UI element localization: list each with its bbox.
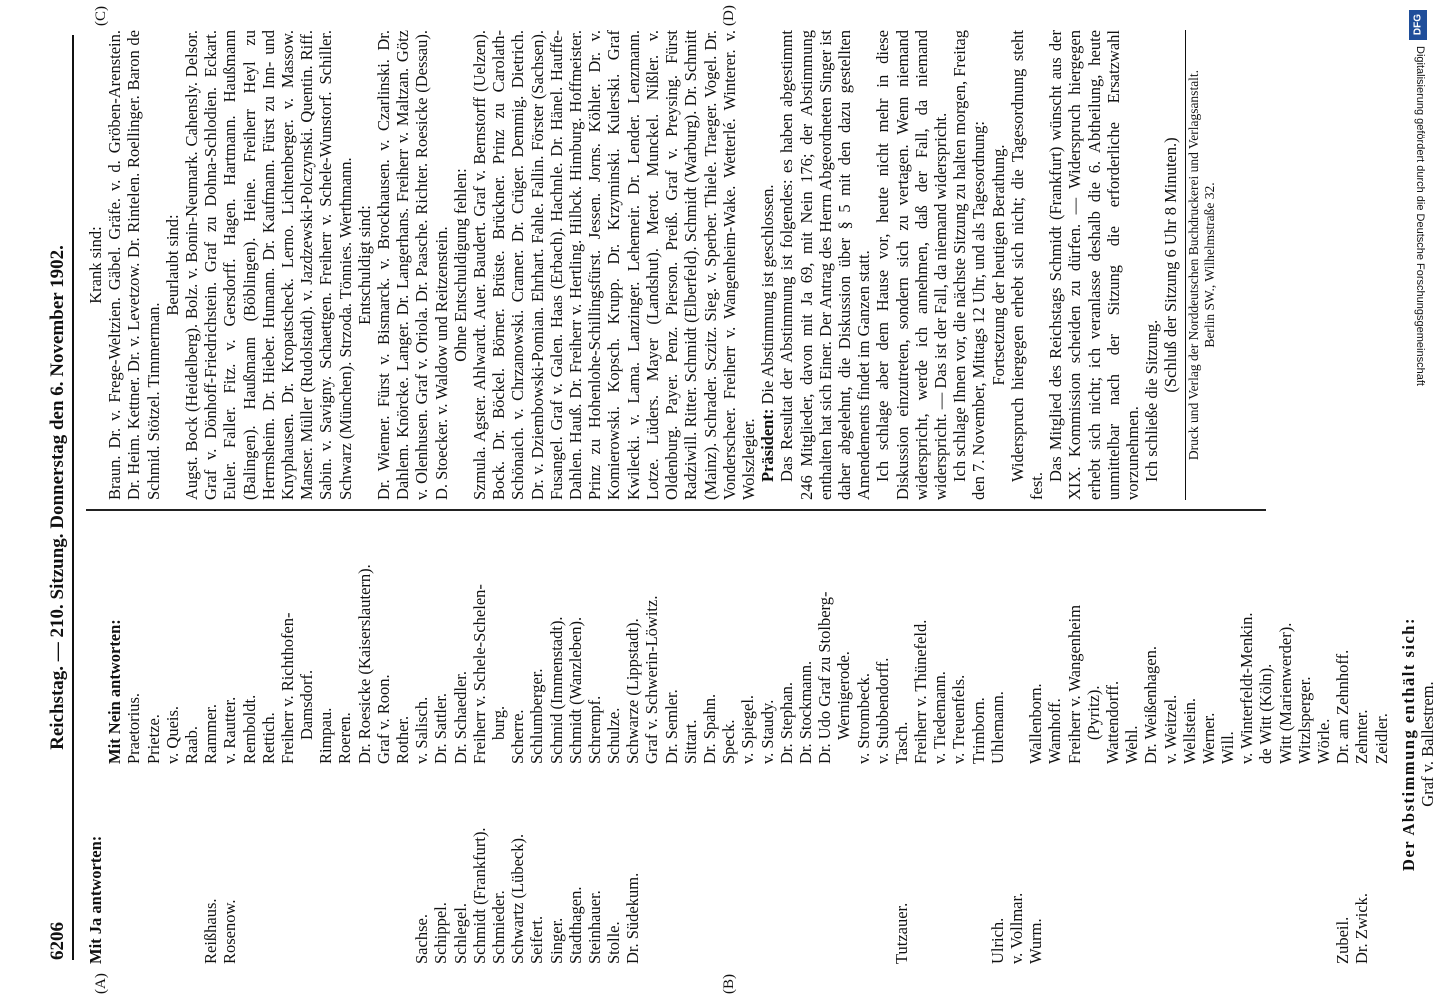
- name-column-nein: Rettich.: [258, 712, 278, 764]
- name-column-nein: Tasch.: [891, 721, 911, 764]
- vote-row: [393, 524, 412, 964]
- name-column-nein: Schmidt (Wanzleben).: [565, 616, 585, 764]
- name-column-nein: v. Weitzel.: [1160, 694, 1180, 764]
- name-column-nein: Dr. Weißenhagen.: [1141, 646, 1161, 764]
- name-column-nein: Witt (Marienwerder).: [1275, 622, 1295, 764]
- name-column-nein: Freiherr v. Richthofen-: [277, 612, 297, 764]
- name-column-nein: v. Staudy.: [757, 699, 777, 764]
- margin-letter-d: (D): [721, 5, 737, 26]
- vote-row: [240, 524, 259, 964]
- name-column-ja: Seifert.: [527, 915, 547, 964]
- page-number: 6206: [47, 922, 68, 960]
- name-column-nein: Dr. Stockmann.: [795, 660, 815, 764]
- name-column-nein: de Witt (Köln).: [1256, 663, 1276, 764]
- vote-row: [1352, 524, 1371, 964]
- name-column-ja: Stadthagen.: [565, 886, 585, 964]
- name-column-nein: Schmid (Immenstadt).: [546, 616, 566, 764]
- vote-row: [585, 524, 604, 964]
- vote-row: [873, 524, 892, 964]
- vote-list: [86, 524, 1391, 964]
- name-column-nein: Witzlsperger.: [1294, 676, 1314, 764]
- dfg-credit-sidebar: [1406, 6, 1432, 996]
- name-column-nein: Dr. Udo Graf zu Stolberg-: [815, 591, 835, 764]
- vote-row: [1372, 524, 1391, 964]
- vote-row: [777, 524, 796, 964]
- name-column-nein: Scherre.: [508, 709, 528, 764]
- vote-row: [201, 524, 220, 964]
- vote-row: [988, 524, 1007, 964]
- name-column-ja: Dr. Südekum.: [623, 872, 643, 964]
- name-column-nein: v. Winterfeldt-Menkin.: [1237, 612, 1257, 764]
- margin-letter-a: (A): [93, 973, 109, 994]
- name-column-nein: Graf v. Roon.: [373, 674, 393, 764]
- section-heading: Ohne Entschuldigung fehlen:: [450, 168, 470, 362]
- section-text: Dr. Wiemer. Fürst v. Bismarck. v. Brockhausen. v. Czarlinski. Dr. Dahlem. Knörcke. Langer. Dr. Langerhans. Freiherr v. Maltzan. Götz v. Olenhusen. Graf v. Oriola. Dr. Paasche. Richter. Roesicke (Dessau). D. Stoecker. v. Waldow und Reitzenstein.: [374, 30, 451, 500]
- name-column-ja: Sachse.: [412, 914, 432, 964]
- name-column-ja: Dr. Zwick.: [1352, 892, 1372, 964]
- name-column-ja: Zubeil.: [1333, 916, 1353, 964]
- name-column-nein: v. Treuenfels.: [949, 674, 969, 764]
- name-column-nein: Uhlemann.: [987, 691, 1007, 764]
- vote-row: [1333, 524, 1352, 964]
- vote-row: [297, 524, 316, 964]
- name-column-nein: Dr. Spahn.: [700, 693, 719, 764]
- name-column-nein: Rammer.: [201, 703, 221, 764]
- vote-row: [527, 524, 546, 964]
- name-column-nein: Zeidler.: [1371, 713, 1391, 764]
- name-column-nein: Werner.: [1198, 712, 1218, 764]
- name-column-nein: v. Strombeck.: [853, 672, 873, 764]
- name-column-ja: Tutzauer.: [891, 902, 911, 964]
- vote-row: [1256, 524, 1275, 964]
- paragraph: Ich schlage aber dem Hause vor, heute nicht mehr in diese Diskussion einzutreten, sondern sich zu vertagen. Wenn niemand widerspricht, werde ich annehmen, daß der Fall, da niemand widerspricht. — Das ist der Fall, da niemand widerspricht.: [873, 30, 950, 500]
- vote-row: [642, 524, 661, 964]
- running-title: Reichstag. — 210. Sitzung. Donnerstag den 6. November 1902.: [47, 245, 68, 750]
- column-divider: [86, 509, 1266, 511]
- name-column-nein: v. Spiegel.: [738, 694, 758, 764]
- vote-row: [1180, 524, 1199, 964]
- name-column-ja: Schlegel.: [450, 903, 470, 964]
- vote-heading: Mit Nein antworten:: [105, 619, 125, 764]
- vote-row: [623, 524, 642, 964]
- paragraph: Ich schließe die Sitzung.: [1142, 319, 1162, 482]
- vote-row: [105, 524, 124, 964]
- vote-row: [470, 524, 489, 964]
- name-column-nein: Rimpau.: [316, 707, 336, 764]
- vote-row: [316, 524, 335, 964]
- name-column-nein: v. Rautter.: [220, 696, 240, 764]
- vote-row: [681, 524, 700, 964]
- vote-row: [796, 524, 815, 964]
- paragraph: Das Mitglied des Reichstags Schmidt (Frankfurt) wünscht aus der XIX. Kommission scheiden zu dürfen. — Widerspruch hiergegen erhebt sich nicht; ich veranlasse deshalb die 6. Abtheilung, heute unmittelbar nach der Sitzung die erforderliche Ersatzwahl vorzunehmen.: [1046, 30, 1142, 500]
- vote-row: [949, 524, 968, 964]
- name-column-nein: Graf v. Schwerin-Löwitz.: [642, 595, 662, 764]
- vote-row: [86, 524, 105, 964]
- vote-row: [163, 524, 182, 964]
- name-column-nein: Wamhoff.: [1045, 698, 1065, 764]
- name-continuation: burg.: [488, 705, 508, 740]
- name-continuation: Wernigerode.: [834, 651, 854, 740]
- name-column-nein: Praetorius.: [124, 692, 144, 764]
- name-column-nein: Wörle.: [1314, 718, 1333, 764]
- right-column: [86, 30, 1218, 500]
- section-text: Augst. Bock (Heidelberg). Bolz. v. Bonin-Neumark. Cahensly. Delsor. Graf v. Dönhoff-Friedrichstein. Graf zu Dohna-Schlodien. Eckart. Euler. Faller. Fitz. v. Gersdorff. Hagen. Hartmann. Haußmann (Balingen). Haußmann (Böblingen). Heine. Freiherr Heyl zu Herrnsheim. Dr. Hieber. Humann. Dr. Kaufmann. Fürst zu Inn- und Knyphausen. Dr. Kropatscheck. Lerno. Lichtenberger. v. Massow. Manser. Müller (Rudolstadt). v. Jazdzewski-Polczynski. Quentin. Riff. Sabin. v. Savigny. Schaettgen. Freiherr v. Schele-Wunstorf. Schiller. Schwarz (München). Strzoda. Tönnies. Werthmann.: [182, 30, 355, 500]
- name-column-ja: Schmieder.: [488, 890, 508, 964]
- vote-row: [412, 524, 431, 964]
- paragraph: Präsident: Die Abstimmung ist geschlossen.: [758, 184, 778, 482]
- name-column-nein: v. Stubbendorff.: [872, 657, 892, 764]
- vote-row: [892, 524, 911, 964]
- vote-row: [335, 524, 354, 964]
- name-column-nein: Dr. Semler.: [661, 689, 681, 764]
- vote-row: [259, 524, 278, 964]
- name-column-nein: Dr. Sattler.: [431, 692, 451, 764]
- vote-row: [355, 524, 374, 964]
- vote-row: [374, 524, 393, 964]
- vote-row: [547, 524, 566, 964]
- name-column-nein: v. Queis.: [162, 705, 182, 764]
- paragraph: Ich schlage Ihnen vor, die nächste Sitzung zu halten morgen, Freitag den 7. November, Mittags 12 Uhr, und als Tagesordnung:: [950, 30, 989, 500]
- vote-row: [1237, 524, 1256, 964]
- paragraph: Das Resultat der Abstimmung ist folgendes: es haben abgestimmt 246 Mitglieder, davon mit Ja 69, mit Nein 176; der Abstimmung enthalten hat sich Einer. Der Antrag des Herrn Abgeordneten Singer ist daher abgelehnt, die Diskussion über § 5 mit den dazu gestellten Amendements findet im Ganzen statt.: [777, 30, 874, 500]
- name-column-nein: Dr. am Zehnhoff.: [1333, 649, 1353, 764]
- name-column-ja: Schippel.: [431, 902, 451, 964]
- vote-row: [719, 524, 738, 964]
- name-column-nein: Wattendorff.: [1102, 680, 1122, 764]
- paragraph: Fortsetzung der heutigen Berathung.: [988, 144, 1008, 386]
- name-column-nein: Dr. Stephan.: [776, 681, 796, 764]
- name-column-nein: Speck.: [719, 719, 739, 764]
- name-column-nein: Wehl.: [1122, 725, 1142, 764]
- vote-row: [834, 524, 853, 964]
- imprint-line: Druck und Verlag der Norddeutschen Buchdruckerei und Verlagsanstalt.: [1185, 69, 1201, 461]
- vote-row: [489, 524, 508, 964]
- vote-row: [1026, 524, 1045, 964]
- left-column: [86, 524, 1437, 964]
- vote-row: [1276, 524, 1295, 964]
- name-column-ja: Singer.: [546, 917, 566, 964]
- vote-row: [1103, 524, 1122, 964]
- name-column-nein: Remboldt.: [239, 694, 259, 764]
- abstain-name: Graf v. Ballestrem.: [1417, 681, 1437, 807]
- margin-letter-c: (C): [93, 6, 109, 26]
- name-column-nein: Zehnter.: [1352, 709, 1372, 764]
- section-text: Szmula. Agster. Ahlwardt. Auer. Baudert. Graf v. Bernstorff (Uelzen). Bock. Dr. Böckel. Börner. Brüste. Brückner. Prinz zu Carolath-Schönaich. v. Chrzanowski. Cramer. Dr. Crüger. Demmig. Dietrich. Dr. v. Dziembowski-Pomian. Ehrhart. Fahle. Fallin. Förster (Sachsen). Fusangel. Graf v. Galen. Haas (Erbach). Hachnle. Dr. Hänel. Hauffe-Dahlen. Hauß. Dr. Freiherr v. Hertling. Hilbck. Himburg. Hoffmeister. Prinz zu Hohenlohe-Schillingsfürst. Jessen. Jorns. Köhler. Dr. v. Komierowski. Kopsch. Krupp. Dr. Krzyminski. Kulerski. Graf Kwilecki. v. Lama. Lanzinger. Lehemeir. Dr. Lender. Lenzmann. Lotze. Lüders. Mayer (Landshut). Merot. Munckel. Nißler. v. Oldenburg. Payer. Penz. Pierson. Preiß. Graf v. Preysing. Fürst Radziwill. Ritter. Schmidt (Elberfeld). Schmidt (Warburg). Dr. Schmitt (Mainz). Schrader. Sczitz. Sieg. v. Sperber. Thiele. Traeger. Vogel. Dr. Vonderscheer. Freiherr v. Wangenheim-Wake. Wetterlé. Winterer. v. Wolszlegier.: [470, 30, 758, 500]
- vote-row: [1161, 524, 1180, 964]
- abstain-heading: Der Abstimmung enthält sich:: [1398, 617, 1418, 871]
- name-column-nein: Roeren.: [335, 712, 355, 764]
- vote-row: [431, 524, 450, 964]
- name-column-nein: Trimborn.: [968, 697, 988, 764]
- speaker: Präsident:: [758, 408, 778, 482]
- section-heading: Beurlaubt sind:: [162, 214, 182, 316]
- name-column-ja: v. Vollmar.: [1007, 892, 1026, 964]
- vote-row: [1199, 524, 1218, 964]
- closing-note: (Schluß der Sitzung 6 Uhr 8 Minuten.): [1161, 137, 1181, 393]
- margin-letter-b: (B): [721, 974, 737, 994]
- name-column-nein: Freiherr v. Schele-Schelen-: [469, 584, 489, 764]
- vote-row: [662, 524, 681, 964]
- section-heading: Entschuldigt sind:: [354, 205, 374, 325]
- vote-row: [566, 524, 585, 964]
- vote-row: [1045, 524, 1064, 964]
- vote-row: [451, 524, 470, 964]
- vote-row: [854, 524, 873, 964]
- vote-row: [144, 524, 163, 964]
- vote-row: [508, 524, 527, 964]
- name-column-nein: Dr. Roesicke (Kaiserslautern).: [354, 564, 374, 764]
- name-column-nein: v. Tiedemann.: [930, 671, 950, 764]
- name-column-nein: Rother.: [393, 715, 412, 764]
- dfg-credit-text-wrap: [1408, 46, 1430, 986]
- name-column-nein: v. Salisch.: [412, 696, 432, 764]
- vote-row: [1007, 524, 1026, 964]
- name-column-ja: Ulrich.: [987, 917, 1007, 964]
- vote-row: [1084, 524, 1103, 964]
- vote-row: [278, 524, 297, 964]
- name-column-nein: Sittart.: [680, 719, 700, 764]
- dfg-credit-text: Digitalisierung gefördert durch die Deutsche Forschungsgemeinschaft: [1414, 46, 1426, 386]
- vote-row: [969, 524, 988, 964]
- vote-heading: Mit Ja antworten:: [86, 835, 105, 964]
- vote-row: [124, 524, 143, 964]
- name-column-nein: Schwarze (Lippstadt).: [623, 618, 643, 764]
- name-continuation: Damsdorf.: [297, 669, 317, 740]
- name-column-ja: Reißhaus.: [201, 898, 221, 964]
- name-column-nein: Will.: [1218, 731, 1238, 764]
- vote-row: [1314, 524, 1333, 964]
- name-column-ja: Stolle.: [604, 921, 624, 964]
- vote-row: [182, 524, 201, 964]
- name-column-ja: Schmidt (Frankfurt).: [469, 827, 489, 964]
- name-column-nein: Raab.: [181, 725, 201, 764]
- name-column-nein: Dr. Schaedler.: [450, 670, 470, 764]
- name-column-nein: Wellstein.: [1179, 697, 1199, 764]
- name-continuation: (Pyritz).: [1083, 685, 1103, 740]
- header-rule: [72, 35, 74, 960]
- name-column-nein: Freiherr v. Thünefeld.: [911, 619, 931, 764]
- vote-row: [1218, 524, 1237, 964]
- name-column-ja: Wurm.: [1026, 918, 1046, 964]
- section-heading: Krank sind:: [86, 226, 105, 304]
- vote-row: [1122, 524, 1141, 964]
- vote-row: [604, 524, 623, 964]
- vote-row: [930, 524, 949, 964]
- name-column-nein: Prietze.: [143, 714, 163, 764]
- vote-row: [738, 524, 757, 964]
- vote-row: [220, 524, 239, 964]
- section-text: Braun. Dr. v. Frege-Weltzien. Gäbel. Gräfe. v. d. Gröben-Arenstein. Dr. Heim. Kettner. Dr. v. Levetzow. Dr. Rintelen. Roellinger. Baron de Schmid. Stötzel. Timmerman.: [105, 30, 163, 500]
- paragraph: Widerspruch hiergegen erhebt sich nicht; die Tagesordnung steht fest.: [1007, 30, 1046, 500]
- vote-row: [1295, 524, 1314, 964]
- name-column-nein: Wallenborn.: [1026, 683, 1046, 764]
- vote-row: [815, 524, 834, 964]
- name-column-nein: Schulze.: [604, 707, 624, 764]
- name-column-ja: Rosenow.: [220, 899, 240, 964]
- vote-row: [911, 524, 930, 964]
- vote-row: [1065, 524, 1084, 964]
- name-column-ja: Steinhauer.: [584, 890, 604, 964]
- dfg-logo: DFG: [1409, 10, 1427, 40]
- vote-row: [758, 524, 777, 964]
- vote-row: [700, 524, 719, 964]
- name-column-nein: Schlumberger.: [527, 668, 547, 764]
- page-header: [44, 35, 74, 960]
- imprint-address: Berlin SW., Wilhelmstraße 32.: [1201, 182, 1217, 348]
- name-column-ja: Schwartz (Lübeck).: [508, 833, 528, 964]
- name-column-nein: Schrempf.: [584, 695, 604, 764]
- name-column-nein: Freiherr v. Wangenheim: [1064, 604, 1084, 764]
- vote-row: [1141, 524, 1160, 964]
